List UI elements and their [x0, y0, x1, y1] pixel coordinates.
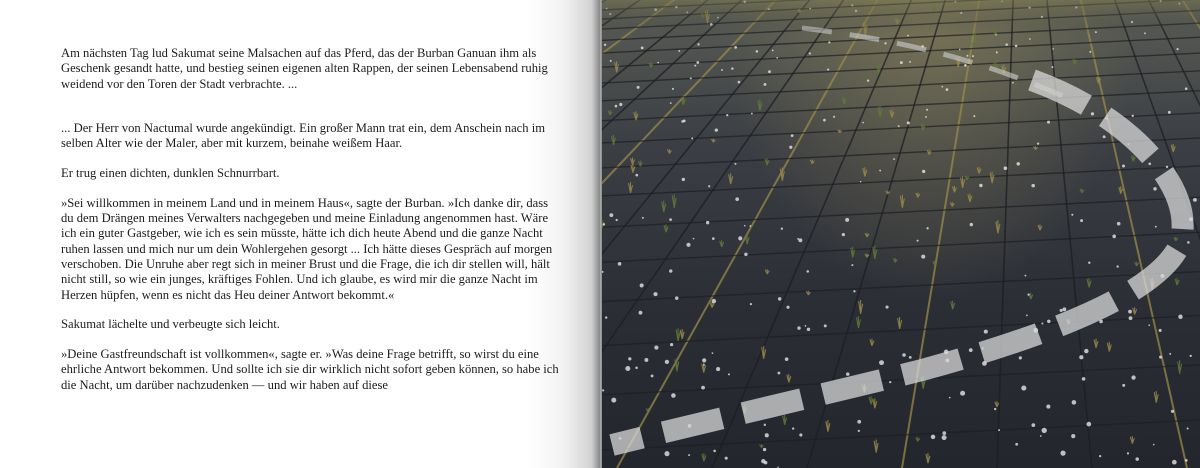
- speckle: [682, 178, 685, 181]
- tile-seam-horizontal: [602, 166, 1200, 196]
- speckle: [1037, 142, 1039, 144]
- speckle: [1122, 384, 1125, 387]
- speckle: [712, 237, 715, 240]
- speckle: [603, 223, 606, 226]
- grass-tuft: [745, 235, 749, 245]
- paragraph-5: Sakumat lächelte und verbeugte sich leicht.: [61, 317, 280, 332]
- grass-tuft: [729, 173, 733, 184]
- speckle: [644, 358, 648, 362]
- speckle: [851, 264, 853, 266]
- speckle: [858, 430, 860, 432]
- speckle: [702, 358, 706, 362]
- speckle: [805, 325, 807, 327]
- grass-tuft: [990, 172, 994, 184]
- speckle: [1117, 222, 1121, 226]
- speckle: [1026, 314, 1028, 316]
- asphalt-photo-illustration: [602, 0, 1200, 468]
- speckle: [798, 238, 802, 242]
- speckle: [792, 427, 794, 429]
- speckle: [853, 290, 855, 292]
- speckle: [605, 316, 607, 318]
- speckle: [778, 372, 781, 375]
- speckle: [1080, 219, 1083, 222]
- grass-tuft: [927, 150, 931, 155]
- grass-tuft: [869, 396, 873, 404]
- speckle: [744, 253, 747, 256]
- grass-tuft: [1038, 224, 1042, 230]
- text-block: [61, 46, 561, 408]
- grass-tuft: [965, 176, 969, 180]
- speckle: [781, 228, 783, 230]
- speckle: [902, 353, 906, 357]
- speckle: [1031, 184, 1035, 188]
- speckle: [860, 181, 862, 183]
- grass-tuft: [762, 346, 766, 359]
- grass-tuft: [1087, 278, 1091, 287]
- speckle: [738, 236, 742, 240]
- paragraph-4: »Sei willkommen in meinem Land und in meinem Haus«, sagte der Burban. »Ich danke dir, dass du dem Drängen meines Verwalters nachgegeben und meine Einladung angenommen hast. Wäre ich ein guter Gastgeber, wie ich es sein müsste, hätte ich dich heute Abend und die ganze Nacht ruhen lassen und mich nur um dein Wohlergehen gesorgt ... Ich hätte dieses Gespräch auf morgen verschoben. Die Unruhe aber regt sich in meiner Brust und die Frage, die ich dir stellen will, hält nicht still, so wie ein junges, kräftiges Fohlen. Und ich glaube, es wird mir die ganze Nacht im Herzen hüpfen, wenn es nicht das Heu deiner Antwort bekommt.«: [61, 195, 553, 302]
- grass-tuft: [1131, 155, 1135, 161]
- grass-tuft: [859, 300, 863, 314]
- speckle: [922, 170, 925, 173]
- speckle: [845, 218, 849, 222]
- grass-tuft: [1107, 342, 1111, 352]
- grass-tuft: [898, 317, 902, 329]
- speckle: [653, 292, 657, 296]
- speckle: [1122, 165, 1125, 168]
- speckle: [1060, 450, 1065, 455]
- speckle: [744, 225, 746, 227]
- speckle: [799, 433, 802, 436]
- grass-tuft: [873, 246, 877, 259]
- speckle: [635, 174, 638, 177]
- speckle: [846, 372, 850, 376]
- speckle: [749, 225, 751, 227]
- grass-tuft: [787, 374, 791, 382]
- grass-tuft: [1094, 339, 1098, 348]
- speckle: [1017, 162, 1020, 165]
- speckle: [1040, 435, 1042, 437]
- speckle: [1153, 187, 1156, 190]
- speckle: [921, 255, 925, 259]
- speckle: [1072, 400, 1077, 405]
- speckle: [1171, 410, 1174, 413]
- grass-tuft: [676, 328, 680, 341]
- grass-tuft: [664, 224, 668, 232]
- grass-tuft: [765, 269, 769, 274]
- speckle: [1046, 405, 1050, 409]
- grass-tuft: [628, 182, 632, 193]
- speckle: [857, 420, 861, 424]
- grass-tuft: [893, 258, 897, 263]
- speckle: [1015, 443, 1018, 446]
- speckle: [979, 184, 982, 187]
- speckle: [1187, 428, 1189, 430]
- tile-seam-horizontal: [602, 232, 1200, 262]
- speckle: [625, 366, 630, 371]
- grass-tuft: [952, 186, 956, 192]
- speckle: [926, 227, 928, 229]
- speckle: [942, 435, 947, 440]
- grass-tuft: [951, 301, 955, 310]
- speckle: [734, 163, 736, 165]
- grass-tuft: [874, 440, 878, 453]
- grass-tuft: [863, 167, 867, 176]
- speckle: [735, 197, 739, 201]
- speckle: [1166, 166, 1168, 168]
- speckle: [1128, 310, 1132, 314]
- speckle: [602, 389, 604, 391]
- grass-tuft: [900, 195, 904, 208]
- speckle: [642, 217, 644, 219]
- grass-tuft: [865, 254, 869, 257]
- tile-seam-horizontal: [602, 365, 1200, 395]
- speckle: [1062, 307, 1066, 311]
- grass-tuft: [1135, 262, 1139, 266]
- grass-tuft: [916, 437, 920, 441]
- speckle: [602, 271, 604, 273]
- grass-tuft: [968, 194, 972, 202]
- grass-tuft: [1130, 436, 1134, 444]
- speckle: [765, 433, 769, 437]
- speckle: [693, 238, 695, 240]
- grass-tuft: [1119, 186, 1123, 194]
- speckle: [1178, 315, 1183, 320]
- speckle: [1116, 265, 1118, 267]
- speckle: [618, 262, 622, 266]
- grass-tuft: [672, 194, 676, 208]
- speckle: [960, 391, 965, 396]
- tile-seam-horizontal: [602, 138, 1200, 168]
- speckle: [1148, 162, 1151, 165]
- grass-tuft: [851, 247, 855, 258]
- grass-tuft: [1174, 237, 1178, 241]
- speckle: [1027, 294, 1029, 296]
- grass-tuft: [826, 420, 830, 432]
- speckle: [1185, 459, 1188, 462]
- grass-tuft: [667, 149, 671, 153]
- speckle: [706, 221, 709, 224]
- speckle: [713, 450, 716, 453]
- speckle: [671, 393, 676, 398]
- speckle: [879, 170, 881, 172]
- speckle: [688, 454, 690, 456]
- grass-tuft: [662, 201, 666, 213]
- speckle: [1086, 422, 1091, 427]
- paragraph-2: ... Der Herr von Nactumal wurde angekündigt. Ein großer Mann trat ein, dem Anschein nach im selben Alter wie der Maler, aber mit kurzem, beinahe weißem Haar.: [61, 120, 546, 151]
- grass-tuft: [870, 339, 874, 346]
- speckle: [1082, 377, 1086, 381]
- speckle: [994, 408, 996, 410]
- speckle: [1025, 275, 1027, 277]
- speckle: [654, 346, 658, 350]
- speckle: [611, 398, 616, 403]
- speckle: [1084, 349, 1088, 353]
- speckle: [664, 451, 669, 456]
- speckle: [725, 457, 728, 460]
- speckle: [640, 283, 644, 287]
- grass-tuft: [865, 233, 869, 237]
- speckle: [789, 146, 792, 149]
- speckle: [1021, 386, 1026, 391]
- grass-tuft: [856, 316, 860, 328]
- speckle: [764, 424, 766, 426]
- speckle: [635, 366, 638, 369]
- speckle: [1148, 324, 1150, 326]
- speckle: [1079, 355, 1083, 359]
- speckle: [1129, 316, 1133, 320]
- grass-tuft: [783, 415, 787, 425]
- grass-tuft: [680, 329, 684, 339]
- grass-tuft: [631, 164, 635, 172]
- speckle: [1127, 452, 1129, 454]
- speckle: [1088, 262, 1090, 264]
- speckle: [670, 343, 673, 346]
- grass-tuft: [1080, 189, 1084, 193]
- speckle: [628, 357, 631, 360]
- speckle: [1041, 323, 1043, 325]
- speckle: [1187, 241, 1190, 244]
- speckle: [806, 270, 809, 273]
- speckle: [1169, 353, 1171, 355]
- speckle: [778, 297, 781, 300]
- speckle: [807, 328, 810, 331]
- speckle: [889, 381, 891, 383]
- grass-tuft: [977, 167, 981, 174]
- speckle: [669, 218, 672, 221]
- speckle: [970, 223, 973, 226]
- speckle: [785, 357, 789, 361]
- speckle: [824, 324, 827, 327]
- speckle: [1172, 460, 1177, 465]
- speckle: [885, 305, 888, 308]
- speckle: [763, 448, 766, 451]
- speckle: [1153, 444, 1155, 446]
- speckle: [703, 364, 705, 366]
- speckle: [1099, 455, 1101, 457]
- right-page-photo: [602, 0, 1200, 468]
- speckle: [675, 296, 679, 300]
- speckle: [686, 243, 690, 247]
- speckle: [651, 375, 654, 378]
- speckle: [1031, 423, 1035, 427]
- speckle: [909, 356, 912, 359]
- speckle: [942, 431, 946, 435]
- speckle: [701, 386, 705, 390]
- speckle: [893, 158, 895, 160]
- speckle: [712, 352, 714, 354]
- speckle: [1060, 309, 1063, 312]
- speckle: [1193, 198, 1197, 202]
- paragraph-3: Er trug einen dichten, dunklen Schnurrbart.: [61, 165, 280, 180]
- speckle: [609, 213, 613, 217]
- speckle: [879, 360, 884, 365]
- grass-tuft: [1175, 278, 1179, 285]
- speckle: [949, 397, 951, 399]
- speckle: [639, 311, 643, 315]
- speckle: [665, 360, 669, 364]
- grass-tuft: [926, 453, 930, 463]
- speckle: [1112, 235, 1116, 239]
- speckle: [1071, 434, 1075, 438]
- grass-tuft: [873, 398, 877, 408]
- grass-tuft: [1154, 391, 1158, 403]
- grass-tuft: [702, 453, 706, 461]
- grass-tuft: [916, 193, 920, 198]
- speckle: [1019, 356, 1022, 359]
- paragraph-6: »Deine Gastfreundschaft ist vollkommen«, sagte er. »Was deine Frage betrifft, so wirst du eine ehrliche Antwort bekommen. Und sollte ich sie dir wirklich nicht sofort geben können, so habe ich die Nacht, um darüber nachzudenken — und wir haben auf diese: [61, 347, 559, 392]
- speckle: [1004, 166, 1008, 170]
- speckle: [797, 326, 800, 329]
- speckle: [1131, 375, 1135, 379]
- speckle: [712, 299, 716, 303]
- grass-tuft: [1133, 307, 1137, 314]
- speckle: [1042, 428, 1047, 433]
- speckle: [998, 429, 1000, 431]
- tile-seam-horizontal: [602, 316, 1200, 346]
- speckle: [917, 240, 919, 242]
- speckle: [708, 185, 710, 187]
- grass-tuft: [1178, 360, 1182, 374]
- speckle: [1135, 457, 1138, 460]
- speckle: [750, 303, 752, 305]
- grass-tuft: [950, 202, 954, 206]
- grass-tuft: [720, 240, 724, 247]
- speckle: [716, 367, 720, 371]
- grass-tuft: [1171, 144, 1175, 152]
- grass-tuft: [630, 158, 634, 165]
- speckle: [1190, 355, 1192, 357]
- speckle: [931, 435, 936, 440]
- speckle: [1071, 214, 1073, 216]
- speckle: [786, 306, 789, 309]
- grass-tuft: [996, 220, 1000, 233]
- speckle: [842, 233, 845, 236]
- speckle: [669, 269, 672, 272]
- grass-tuft: [810, 160, 814, 164]
- grass-tuft: [675, 358, 679, 371]
- paragraph-1: Am nächsten Tag lud Sakumat seine Malsachen auf das Pferd, das der Burban Ganuan ihm als Geschenk gesandt hatte, und bestieg seinen eigenen alten Rappen, der seinen Lebensabend ruhig weidend vor den Toren der Stadt verbrachte. ...: [61, 46, 548, 91]
- grass-tuft: [759, 444, 763, 447]
- speckle: [984, 330, 988, 334]
- speckle: [728, 373, 730, 375]
- speckle: [1159, 329, 1162, 332]
- speckle: [1047, 320, 1050, 323]
- speckle: [616, 219, 618, 221]
- speckle: [969, 348, 973, 352]
- grass-tuft: [995, 401, 999, 407]
- speckle: [1155, 226, 1157, 228]
- speckle: [761, 459, 765, 463]
- speckle: [1159, 356, 1162, 359]
